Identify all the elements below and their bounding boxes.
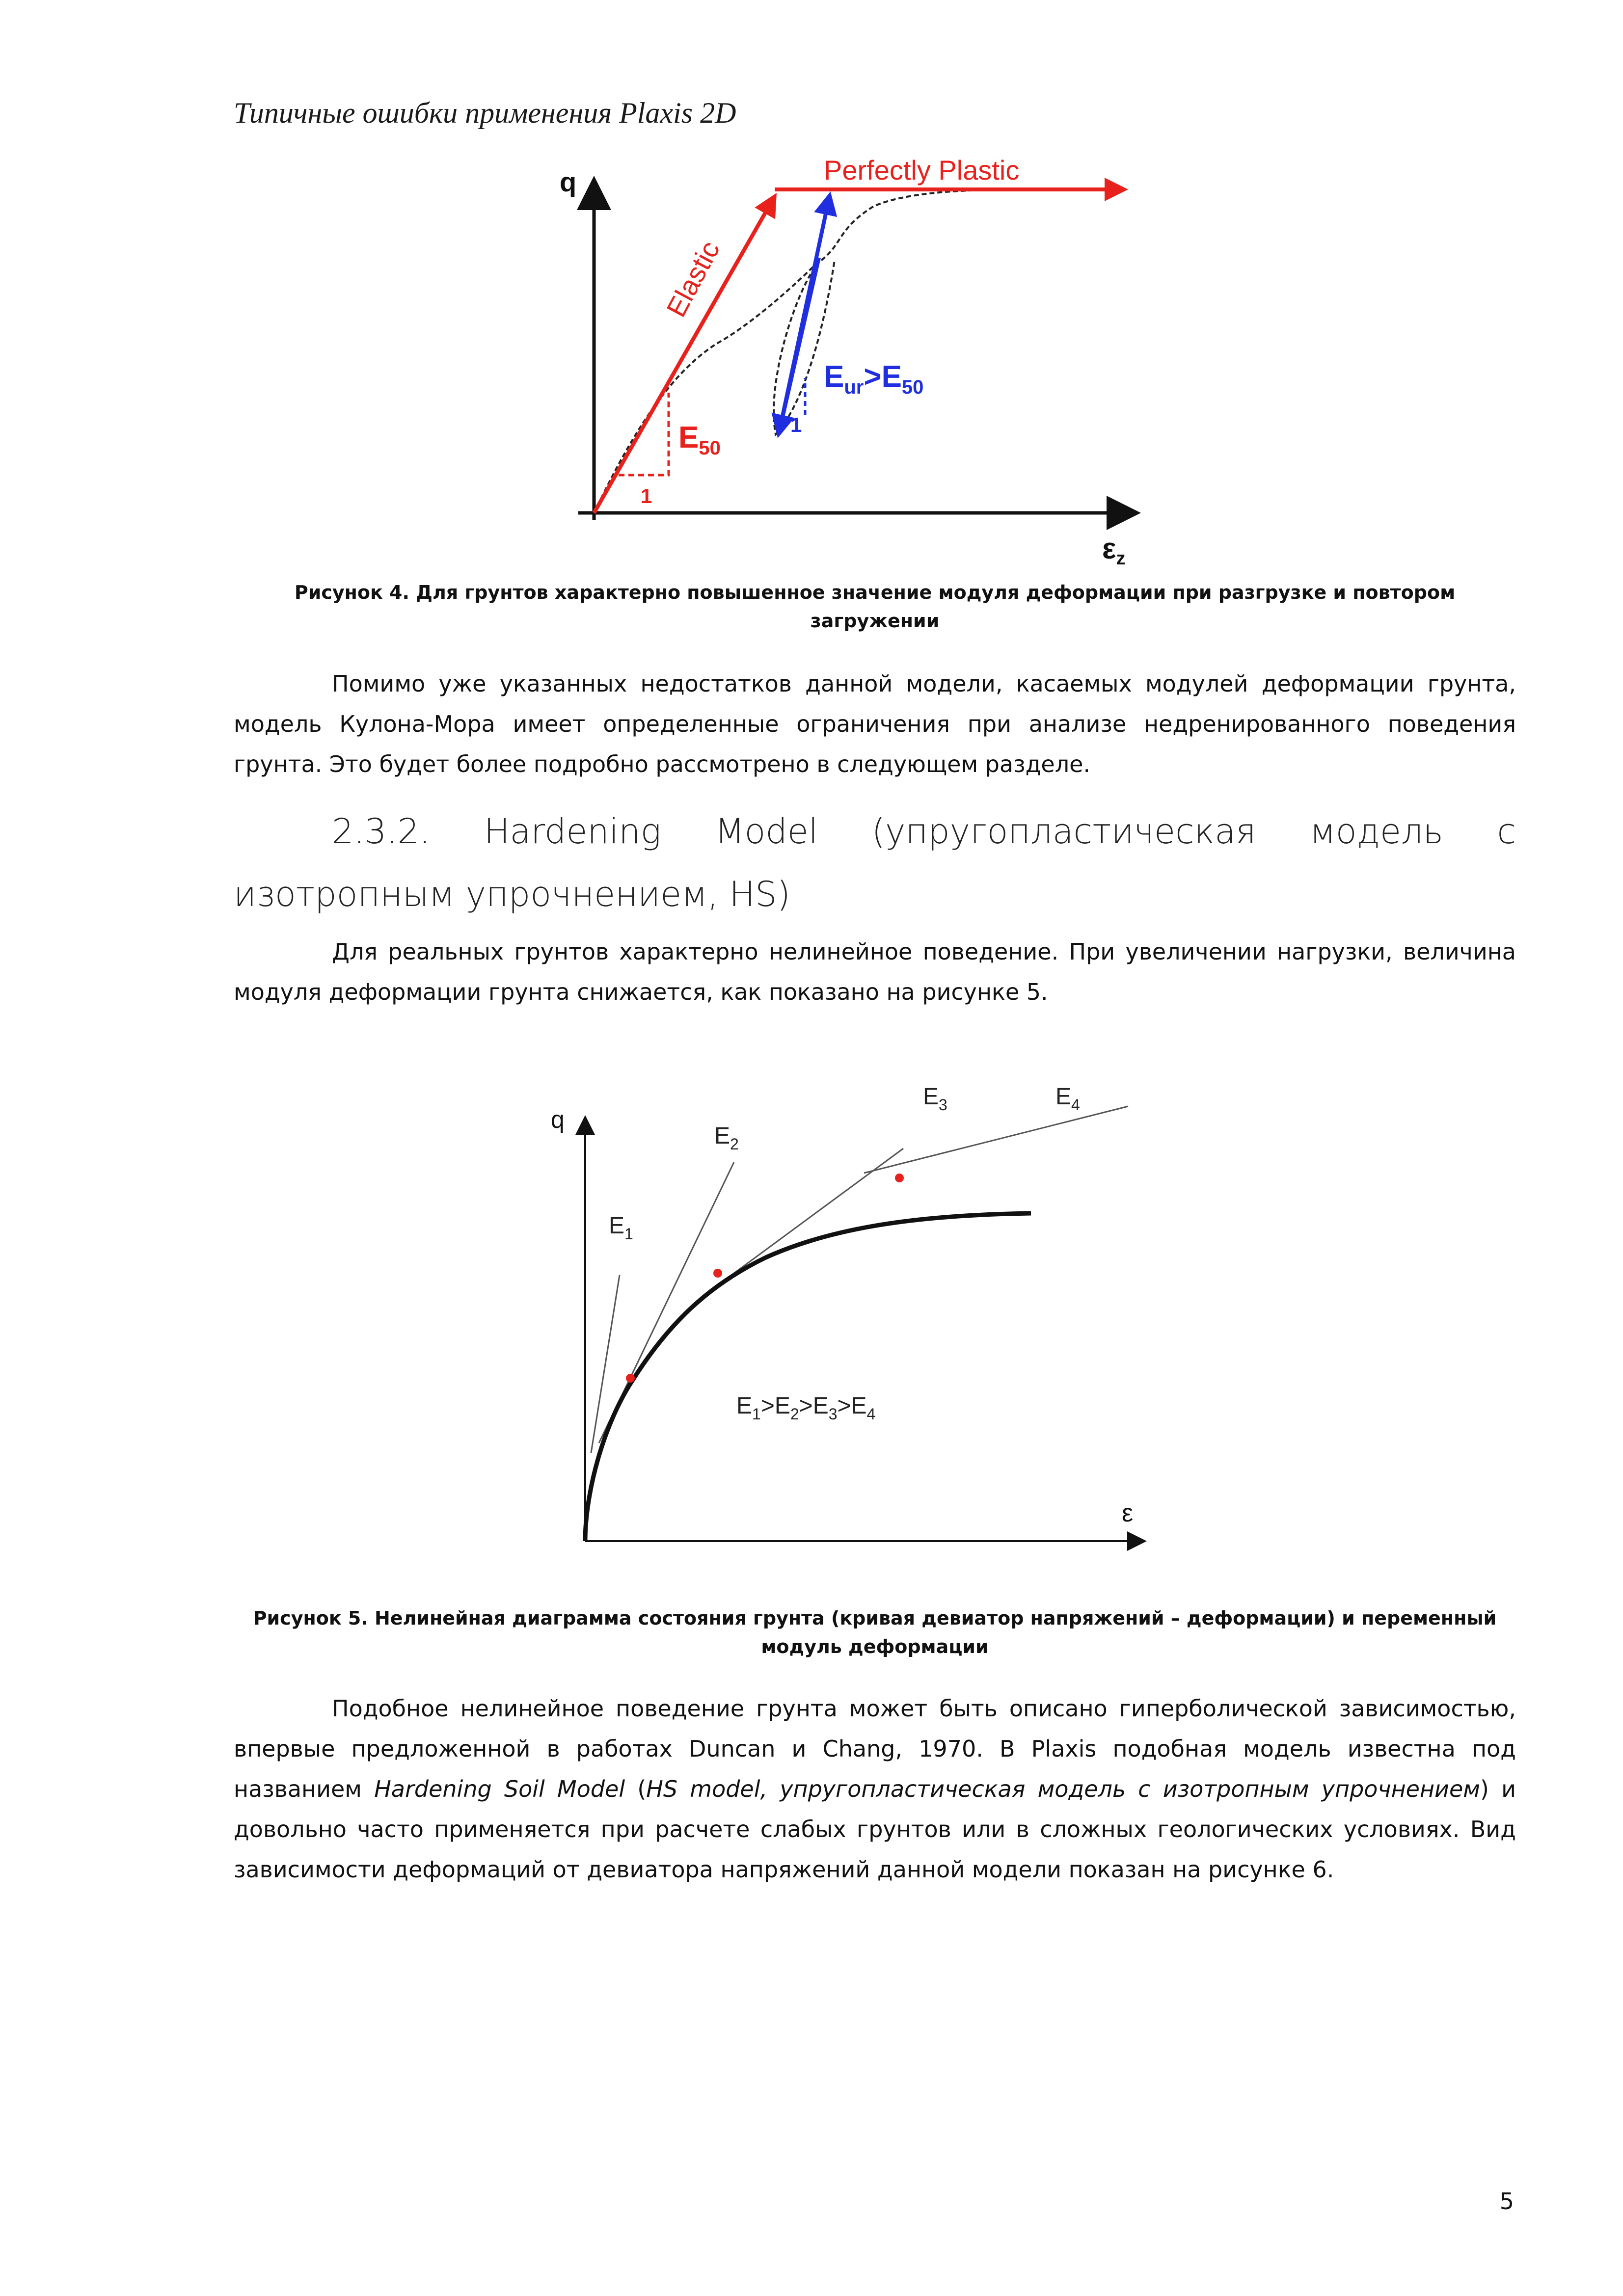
elastic-line [594,196,775,513]
tangent-e4 [864,1106,1128,1173]
e50-label: $E_{50}$ [678,421,721,459]
axis-eps-label: $\varepsilon_z$ [1102,532,1126,569]
e2-label: $E_2$ [714,1123,739,1153]
axis-q-label-5: q [551,1106,565,1133]
point-3 [895,1174,904,1182]
paragraph-3-part-2: ( [625,1776,647,1802]
figure-4-caption: Рисунок 4. Для грунтов характерно повышенное значение модуля деформации при разгрузке и повтором загружении [294,582,1456,632]
eur-line-up [779,195,830,434]
e50-triangle [619,393,669,475]
paragraph-3-italic-1: Hardening Soil Model [374,1776,625,1802]
eur-label: $E_{ur}>E_{50}$ [824,360,924,398]
e1-label: $E_1$ [609,1213,633,1243]
paragraph-3 [234,1688,1516,1890]
tangent-e1 [591,1275,620,1453]
axis-eps-label-5: ε [1122,1499,1134,1527]
page-number: 5 [1499,2188,1514,2215]
modulus-relation: $E_1>E_2>E_3>E_4$ [736,1393,876,1423]
stress-strain-curve [585,1213,1031,1541]
section-title: Hardening Model (упругопластическая модель с изотропным упрочнением, HS) [234,811,1516,914]
point-1 [626,1374,635,1383]
figure-4 [540,147,1159,569]
paragraph-3-italic-2: HS model, упругопластическая модель с изотропным упрочнением [646,1776,1480,1802]
elastic-label: Elastic [660,236,726,322]
section-heading [234,800,1516,926]
perfectly-plastic-label: Perfectly Plastic [824,155,1020,186]
paragraph-3-part-3: ) и довольно часто применяется при расчете слабых грунтов или в сложных геологических условиях. Вид зависимости деформаций от девиатора напряжений данной модели показан на рисунке 6. [234,1776,1516,1883]
point-2 [713,1269,722,1278]
one-label-blue: 1 [790,413,802,436]
e4-label: $E_4$ [1055,1084,1080,1114]
paragraph-2: Для реальных грунтов характерно нелинейное поведение. При увеличении нагрузки, величина модуля деформации грунта снижается, как показано на рисунке 5. [234,938,1516,1005]
paragraph-3-part-1: Подобное нелинейное поведение грунта может быть описано гиперболической зависимостью, впервые предложенной в работах Duncan и Chang, 1970. В Plaxis подобная модель известна под названием [234,1695,1516,1802]
axis-q-label: q [560,166,577,197]
paragraph-1: Помимо уже указанных недостатков данной модели, касаемых модулей деформации грунта, модель Кулона-Мора имеет определенные ограничения при анализе недренированного поведения грунта. Это будет более подробно рассмотрено в следующем разделе. [234,670,1516,777]
running-header: Типичные ошибки применения Plaxis 2D [234,97,736,129]
figure-5-caption: Рисунок 5. Нелинейная диаграмма состояния грунта (кривая девиатор напряжений – деформации) и переменный модуль деформации [253,1607,1497,1657]
figure-5 [540,1070,1159,1561]
tangent-e3 [717,1148,903,1286]
e3-label: $E_3$ [923,1084,947,1114]
one-label-red: 1 [641,484,652,507]
section-number: 2.3.2. [332,811,431,852]
